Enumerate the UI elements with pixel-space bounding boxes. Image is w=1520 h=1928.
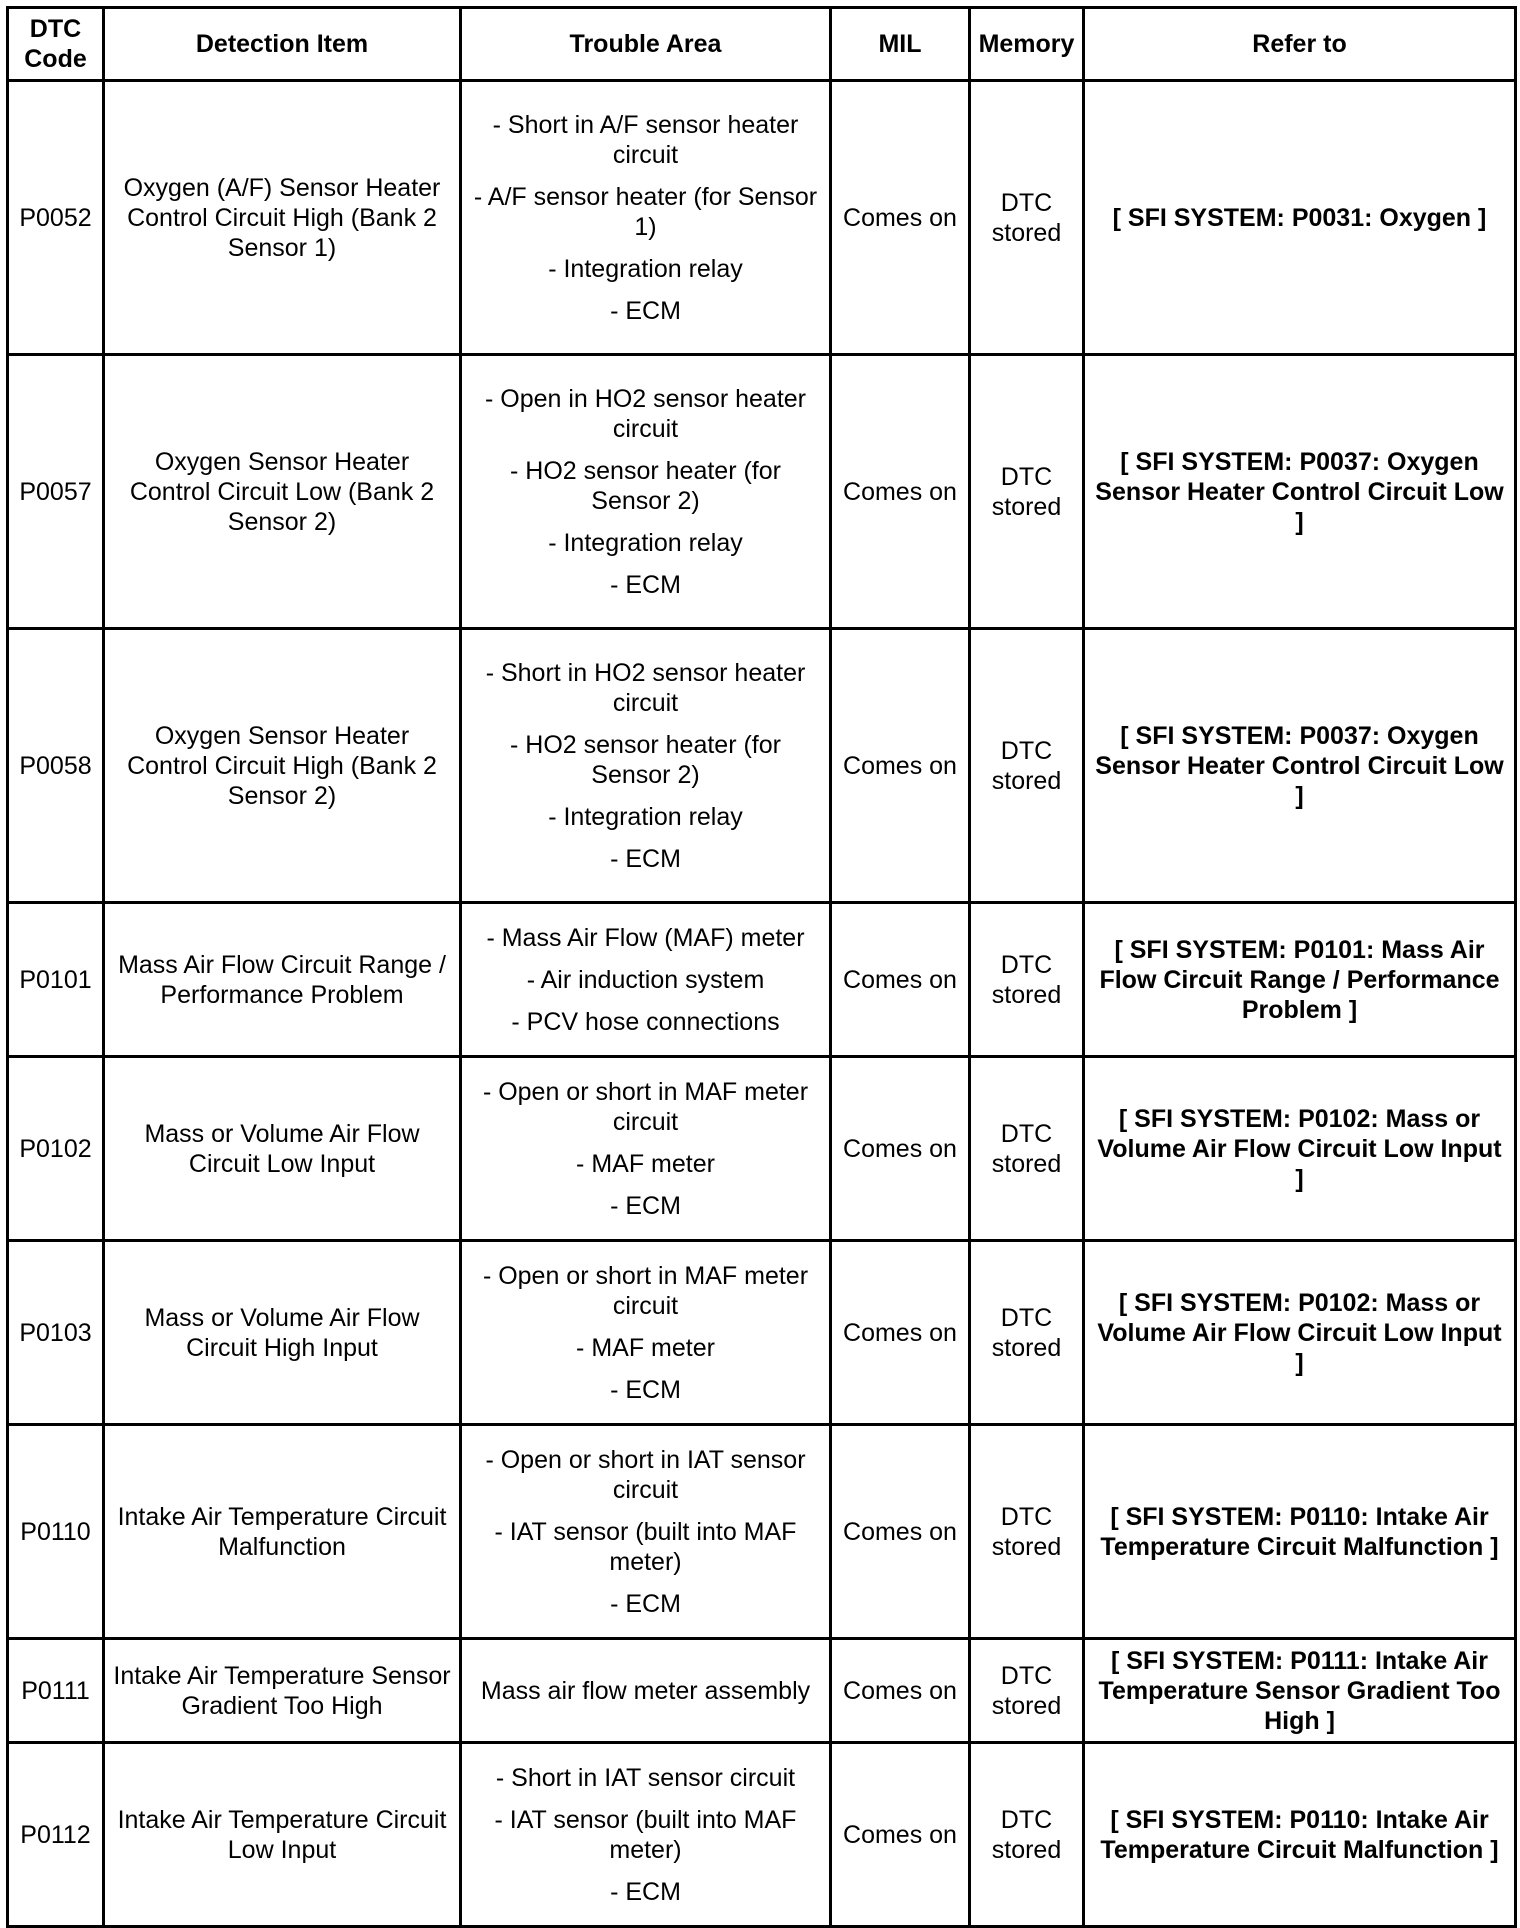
detection-item-cell: Intake Air Temperature Sensor Gradient Too High (104, 1639, 461, 1743)
header-trouble-area: Trouble Area (461, 8, 831, 81)
trouble-area-cell (461, 1743, 831, 1927)
detection-item-cell: Oxygen (A/F) Sensor Heater Control Circuit High (Bank 2 Sensor 1) (104, 81, 461, 355)
detection-item-cell: Oxygen Sensor Heater Control Circuit Low (Bank 2 Sensor 2) (104, 355, 461, 629)
trouble-area-cell (461, 1057, 831, 1241)
table-row (8, 1639, 1516, 1743)
memory-cell: DTC stored (970, 355, 1084, 629)
trouble-area-line: - Air induction system (526, 965, 765, 994)
memory-cell: DTC stored (970, 1639, 1084, 1743)
trouble-area-line: - ECM (610, 1375, 681, 1404)
table-row (8, 81, 1516, 355)
mil-cell: Comes on (831, 355, 970, 629)
trouble-area-line: - Open or short in MAF meter circuit (482, 1077, 809, 1136)
detection-item-cell: Intake Air Temperature Circuit Low Input (104, 1743, 461, 1927)
detection-item-cell: Oxygen Sensor Heater Control Circuit High (Bank 2 Sensor 2) (104, 629, 461, 903)
header-refer-to: Refer to (1084, 8, 1516, 81)
trouble-area-cell (461, 81, 831, 355)
mil-cell: Comes on (831, 629, 970, 903)
detection-item-cell: Mass Air Flow Circuit Range / Performance Problem (104, 903, 461, 1057)
trouble-area-line: - Short in HO2 sensor heater circuit (485, 658, 806, 717)
memory-cell: DTC stored (970, 1425, 1084, 1639)
trouble-area-line: - ECM (610, 1191, 681, 1220)
dtc-code-cell: P0101 (8, 903, 104, 1057)
refer-to-link[interactable]: [ SFI SYSTEM: P0102: Mass or Volume Air Flow Circuit Low Input ] (1084, 1057, 1516, 1241)
refer-to-link[interactable]: [ SFI SYSTEM: P0037: Oxygen Sensor Heater Control Circuit Low ] (1084, 355, 1516, 629)
dtc-code-cell: P0103 (8, 1241, 104, 1425)
refer-to-link[interactable]: [ SFI SYSTEM: P0037: Oxygen Sensor Heater Control Circuit Low ] (1084, 629, 1516, 903)
trouble-area-cell (461, 1241, 831, 1425)
trouble-area-line: - A/F sensor heater (for Sensor 1) (473, 182, 818, 241)
detection-item-cell: Intake Air Temperature Circuit Malfunction (104, 1425, 461, 1639)
trouble-area-cell (461, 903, 831, 1057)
trouble-area-line: - Short in IAT sensor circuit (495, 1763, 796, 1792)
trouble-area-line: - ECM (610, 844, 681, 873)
trouble-area-line: - IAT sensor (built into MAF meter) (494, 1517, 797, 1576)
trouble-area-line: - Mass Air Flow (MAF) meter (486, 923, 805, 952)
table-row (8, 1743, 1516, 1927)
trouble-area-line: - IAT sensor (built into MAF meter) (494, 1805, 797, 1864)
memory-cell: DTC stored (970, 903, 1084, 1057)
trouble-area-line: - Integration relay (548, 254, 743, 283)
trouble-area-line: - Integration relay (548, 528, 743, 557)
dtc-code-cell: P0111 (8, 1639, 104, 1743)
mil-cell: Comes on (831, 1057, 970, 1241)
refer-to-link[interactable]: [ SFI SYSTEM: P0101: Mass Air Flow Circuit Range / Performance Problem ] (1084, 903, 1516, 1057)
trouble-area-line: - Open in HO2 sensor heater circuit (485, 384, 806, 443)
trouble-area-line: - MAF meter (576, 1149, 715, 1178)
table-header-row (8, 8, 1516, 81)
mil-cell: Comes on (831, 1241, 970, 1425)
detection-item-cell: Mass or Volume Air Flow Circuit Low Input (104, 1057, 461, 1241)
refer-to-link[interactable]: [ SFI SYSTEM: P0111: Intake Air Temperature Sensor Gradient Too High ] (1084, 1639, 1516, 1743)
trouble-area-line: - MAF meter (576, 1333, 715, 1362)
refer-to-link[interactable]: [ SFI SYSTEM: P0110: Intake Air Temperature Circuit Malfunction ] (1084, 1743, 1516, 1927)
trouble-area-line: - Short in A/F sensor heater circuit (492, 110, 799, 169)
trouble-area-line: - ECM (610, 1589, 681, 1618)
dtc-code-cell: P0110 (8, 1425, 104, 1639)
memory-cell: DTC stored (970, 1241, 1084, 1425)
refer-to-link[interactable]: [ SFI SYSTEM: P0031: Oxygen ] (1084, 81, 1516, 355)
trouble-area-cell (461, 1425, 831, 1639)
refer-to-link[interactable]: [ SFI SYSTEM: P0102: Mass or Volume Air Flow Circuit Low Input ] (1084, 1241, 1516, 1425)
table-row (8, 1241, 1516, 1425)
header-mil: MIL (831, 8, 970, 81)
mil-cell: Comes on (831, 903, 970, 1057)
trouble-area-line: Mass air flow meter assembly (480, 1676, 811, 1705)
memory-cell: DTC stored (970, 81, 1084, 355)
trouble-area-cell (461, 355, 831, 629)
trouble-area-line: - Open or short in IAT sensor circuit (485, 1445, 806, 1504)
dtc-code-cell: P0057 (8, 355, 104, 629)
trouble-area-line: - HO2 sensor heater (for Sensor 2) (510, 730, 781, 789)
trouble-area-line: - ECM (610, 296, 681, 325)
trouble-area-line: - PCV hose connections (511, 1007, 780, 1036)
dtc-code-cell: P0052 (8, 81, 104, 355)
dtc-table (6, 6, 1517, 1928)
detection-item-cell: Mass or Volume Air Flow Circuit High Input (104, 1241, 461, 1425)
trouble-area-line: - HO2 sensor heater (for Sensor 2) (510, 456, 781, 515)
memory-cell: DTC stored (970, 629, 1084, 903)
trouble-area-line: - Integration relay (548, 802, 743, 831)
memory-cell: DTC stored (970, 1057, 1084, 1241)
table-row (8, 629, 1516, 903)
mil-cell: Comes on (831, 1743, 970, 1927)
trouble-area-cell (461, 629, 831, 903)
header-dtc-code: DTC Code (8, 8, 104, 81)
table-row (8, 355, 1516, 629)
mil-cell: Comes on (831, 81, 970, 355)
table-row (8, 903, 1516, 1057)
mil-cell: Comes on (831, 1639, 970, 1743)
trouble-area-line: - ECM (610, 1877, 681, 1906)
trouble-area-line: - ECM (610, 570, 681, 599)
table-row (8, 1057, 1516, 1241)
memory-cell: DTC stored (970, 1743, 1084, 1927)
dtc-code-cell: P0102 (8, 1057, 104, 1241)
table-row (8, 1425, 1516, 1639)
dtc-code-cell: P0112 (8, 1743, 104, 1927)
trouble-area-line: - Open or short in MAF meter circuit (482, 1261, 809, 1320)
mil-cell: Comes on (831, 1425, 970, 1639)
dtc-code-cell: P0058 (8, 629, 104, 903)
refer-to-link[interactable]: [ SFI SYSTEM: P0110: Intake Air Temperature Circuit Malfunction ] (1084, 1425, 1516, 1639)
header-memory: Memory (970, 8, 1084, 81)
trouble-area-cell (461, 1639, 831, 1743)
header-detection-item: Detection Item (104, 8, 461, 81)
